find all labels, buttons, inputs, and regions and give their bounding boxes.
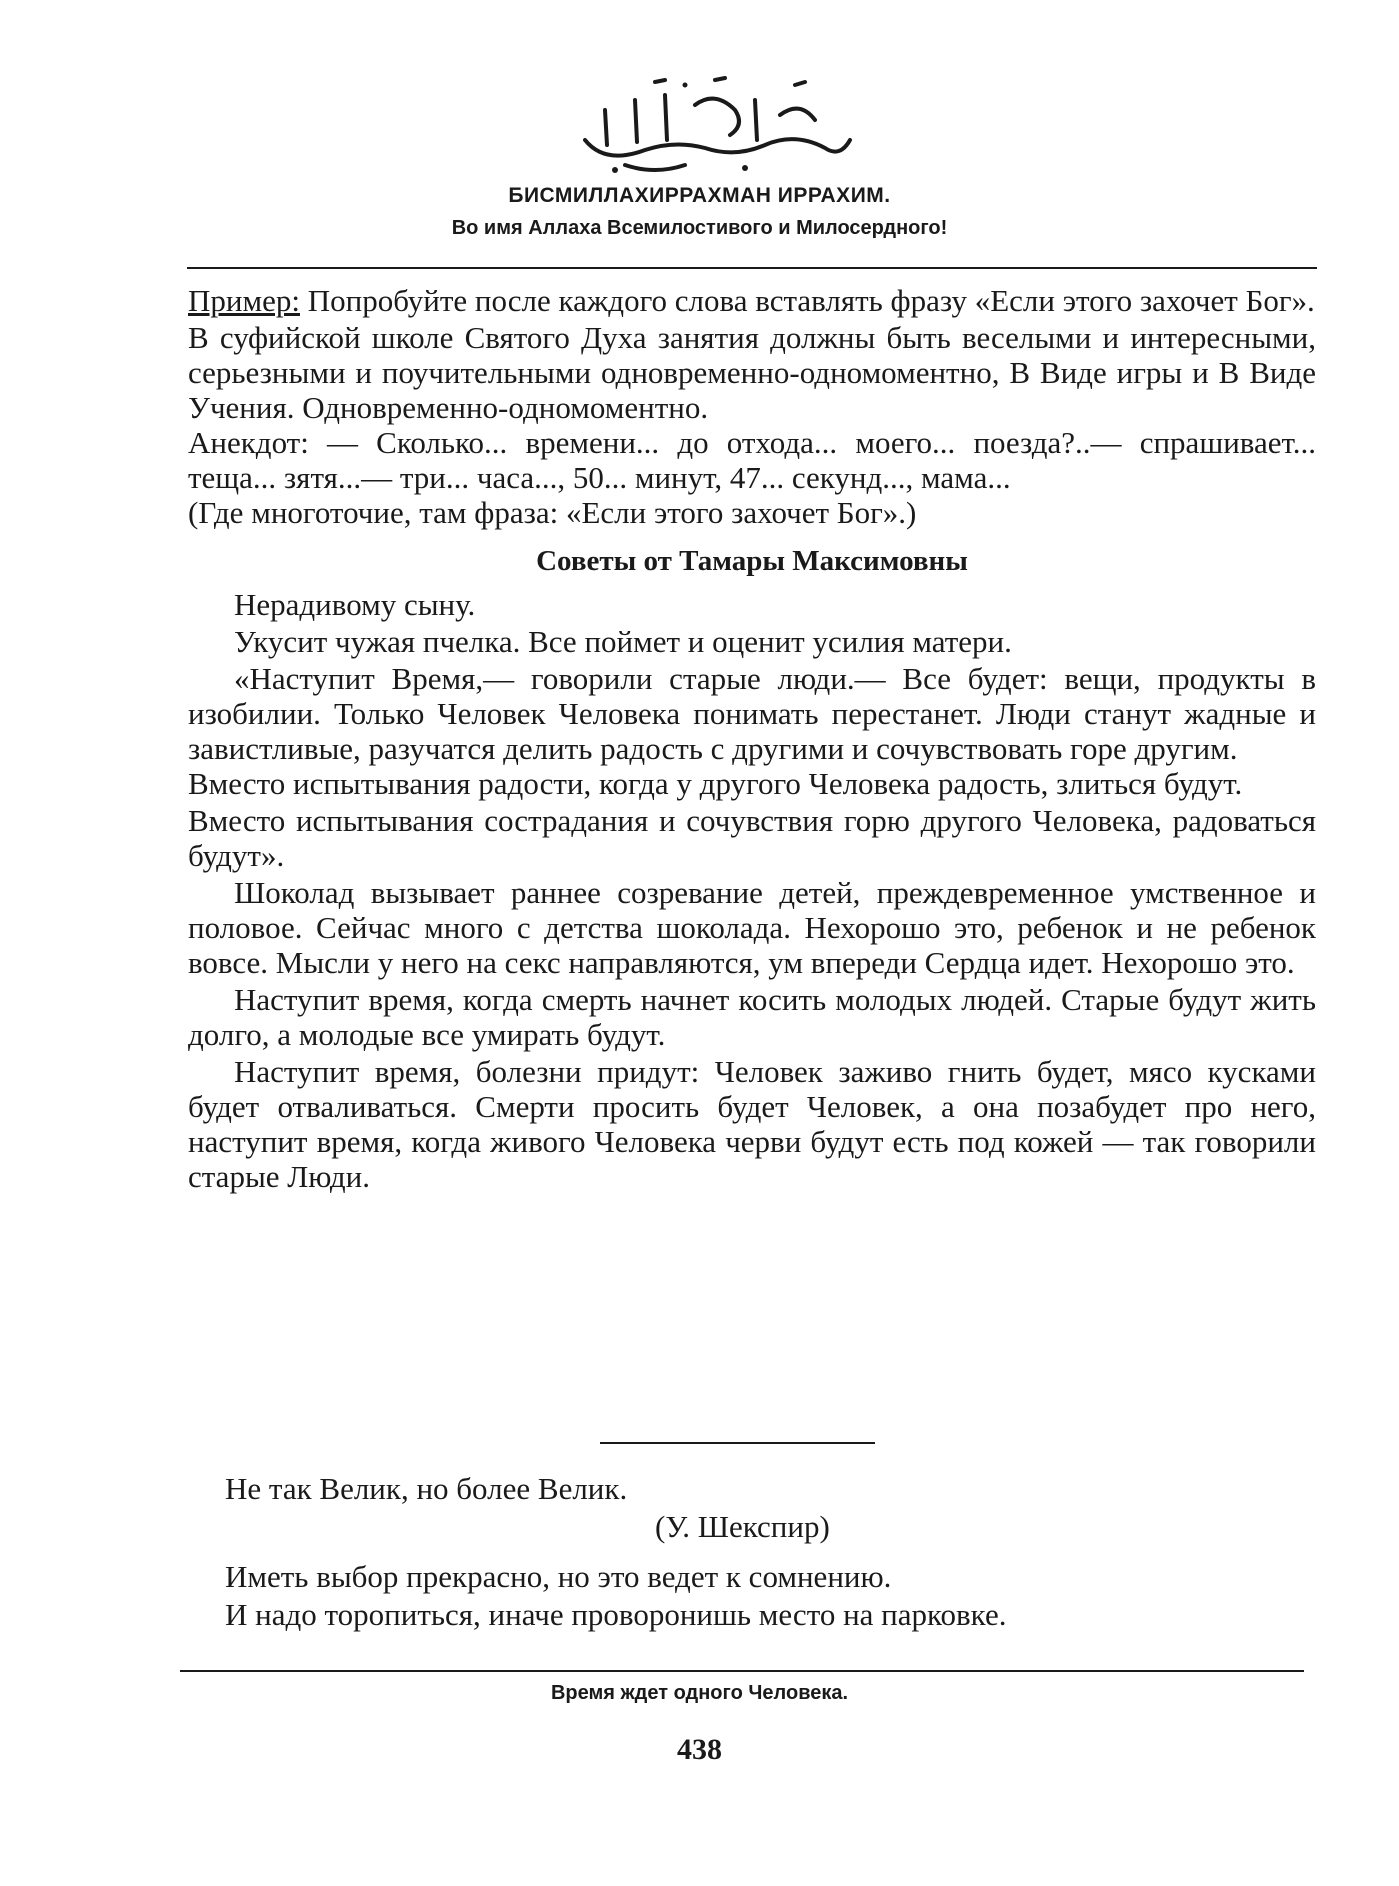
- quote: Не так Велик, но более Велик.: [225, 1471, 628, 1506]
- example-text: Попробуйте после каждого слова вставлять фразу «Если этого захочет Бог».: [299, 283, 1315, 318]
- paragraph: Вместо испытывания радости, когда у другого Человека радость, злиться будут.: [188, 766, 1243, 801]
- paragraph: Наступит время, когда смерть начнет косить молодых людей. Старые будут жить долго, а молодые все умирать будут.: [188, 982, 1316, 1052]
- example-paragraph: [188, 283, 1316, 318]
- bismillah-calligraphy: [565, 70, 865, 180]
- paragraph: Анекдот: — Сколько... времени... до отхода... моего... поезда?..— спрашивает... теща... зятя...— три... часа..., 50... минут, 47... секунд..., мама...: [188, 425, 1316, 495]
- header-divider: [187, 267, 1317, 269]
- footer-divider: [180, 1670, 1304, 1672]
- footer-text: Время ждет одного Человека.: [550, 1682, 849, 1704]
- quote: И надо торопиться, иначе проворонишь место на парковке.: [225, 1597, 1007, 1632]
- quote-author: (У. Шекспир): [655, 1509, 830, 1544]
- quotes-block: [225, 1470, 1325, 1634]
- section-heading: Советы от Тамары Максимовны: [536, 545, 968, 577]
- section-divider: [600, 1442, 875, 1444]
- paragraph: Шоколад вызывает раннее созревание детей, преждевременное умственное и половое. Сейчас много с детства шоколада. Нехорошо это, ребенок и не ребенок вовсе. Мысли у него на секс направляются, ум впереди Сердца идет. Нехорошо это.: [188, 875, 1316, 980]
- page-number: 438: [677, 1733, 722, 1766]
- paragraph: Укусит чужая пчелка. Все поймет и оценит усилия матери.: [234, 624, 1012, 659]
- paragraph: Вместо испытывания сострадания и сочувствия горю другого Человека, радоваться будут».: [188, 803, 1316, 873]
- main-text: [188, 283, 1316, 1194]
- header-subtitle: Во имя Аллаха Всемилостивого и Милосердного!: [451, 217, 948, 239]
- paragraph: (Где многоточие, там фраза: «Если этого захочет Бог».): [188, 495, 917, 530]
- paragraph: «Наступит Время,— говорили старые люди.— Все будет: вещи, продукты в изобилии. Только Человек Человека понимать перестанет. Люди станут жадные и завистливые, разучатся делить радость с другими и сочувствовать горе другим.: [188, 661, 1316, 766]
- header-title: БИСМИЛЛАХИРРАХМАН ИРРАХИМ.: [508, 184, 891, 207]
- paragraph: В суфийской школе Святого Духа занятия должны быть веселыми и интересными, серьезными и поучительными одновременно-одномоментно, В Виде игры и В Виде Учения. Одновременно-одномоментно.: [188, 320, 1316, 425]
- paragraph: Наступит время, болезни придут: Человек заживо гнить будет, мясо кусками будет отваливаться. Смерти просить будет Человек, а она позабудет про него, наступит время, когда живого Человека черви будут есть под кожей — так говорили старые Люди.: [188, 1054, 1316, 1194]
- paragraph: Нерадивому сыну.: [234, 587, 476, 622]
- example-label: Пример:: [188, 283, 300, 318]
- quote: Иметь выбор прекрасно, но это ведет к сомнению.: [225, 1559, 892, 1594]
